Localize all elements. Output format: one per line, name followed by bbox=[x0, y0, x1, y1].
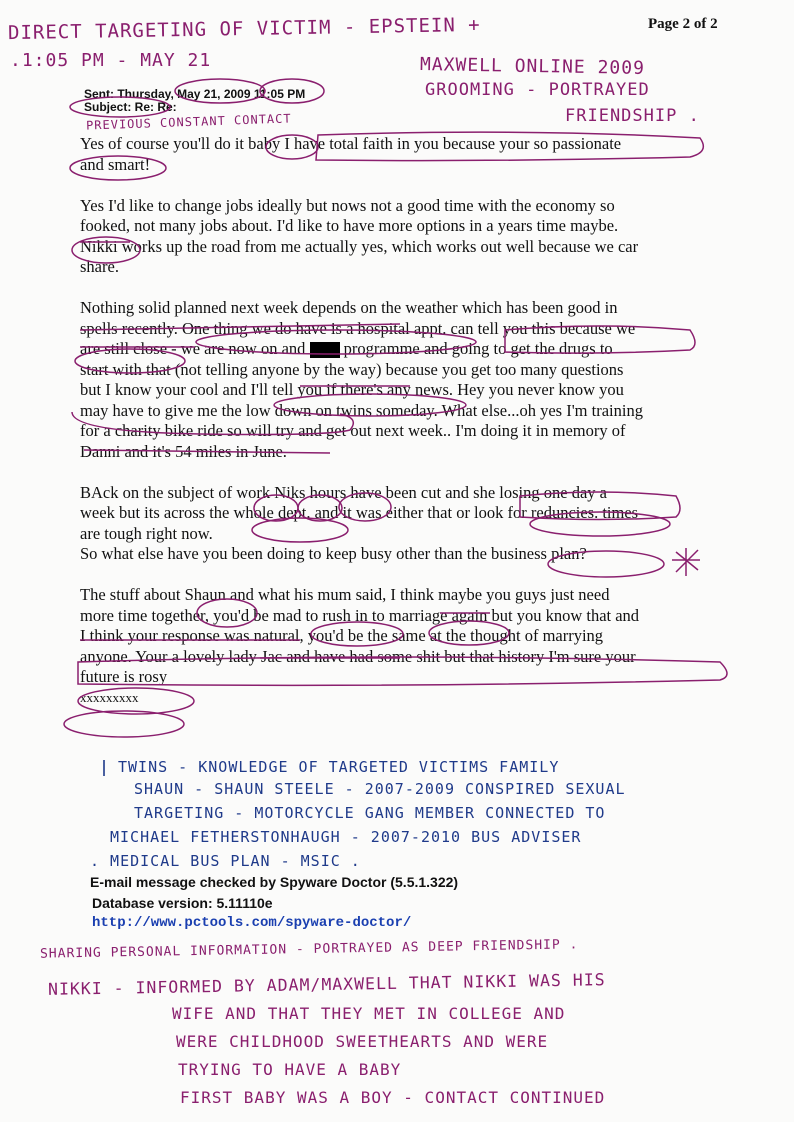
note-sharing: SHARING PERSONAL INFORMATION - PORTRAYED AS DEEP FRIENDSHIP . bbox=[39, 937, 579, 962]
body-line: fooked, not many jobs about. I'd like to have more options in a years time maybe. bbox=[80, 216, 619, 235]
body-line: Yes I'd like to change jobs ideally but nows not a good time with the economy so bbox=[80, 195, 615, 215]
body-line: week but its across the whole dept. and it was either that or look for reduncies. times bbox=[80, 503, 639, 522]
body-line: xxxxxxxxx bbox=[80, 689, 139, 705]
footer-spyware-check: E-mail message checked by Spyware Doctor (5.5.1.322) bbox=[90, 874, 459, 890]
footer-link[interactable]: http://www.pctools.com/spyware-doctor/ bbox=[92, 915, 412, 931]
star-mark bbox=[672, 548, 700, 576]
annotation-time-date: .1:05 PM - MAY 21 bbox=[10, 50, 212, 71]
note-wife: WIFE AND THAT THEY MET IN COLLEGE AND bbox=[172, 1004, 566, 1023]
annotation-grooming: GROOMING - PORTRAYED bbox=[425, 80, 650, 100]
body-line bbox=[80, 278, 643, 299]
body-line bbox=[80, 175, 643, 196]
body-line: I think your response was natural, you'd be the same at the thought of marrying bbox=[80, 626, 604, 645]
body-line: The stuff about Shaun and what his mum said, I think maybe you guys just need bbox=[80, 585, 610, 604]
body-line: more time together, you'd be mad to rush in to marriage again but you know that and bbox=[80, 605, 640, 625]
body-line: future is rosy bbox=[80, 667, 168, 686]
annotation-previous-contact: PREVIOUS CONSTANT CONTACT bbox=[85, 111, 292, 133]
page-number: Page 2 of 2 bbox=[648, 16, 718, 32]
body-line: but I know your cool and I'll tell you if there's any news. Hey you never know you bbox=[80, 380, 624, 399]
note-targeting: TARGETING - MOTORCYCLE GANG MEMBER CONNECTED TO bbox=[134, 804, 606, 822]
note-medical: . MEDICAL BUS PLAN - MSIC . bbox=[90, 852, 361, 870]
body-line: Yes of course you'll do it baby I have total faith in you because your so passionate bbox=[80, 134, 622, 153]
circle-kisses bbox=[64, 711, 184, 737]
redaction-box bbox=[310, 342, 340, 358]
body-line: are tough right now. bbox=[80, 523, 213, 543]
body-line: share. bbox=[80, 257, 119, 276]
annotation-maxwell-online: MAXWELL ONLINE 2009 bbox=[419, 54, 646, 79]
annotation-direct-targeting: DIRECT TARGETING OF VICTIM - EPSTEIN + bbox=[7, 13, 481, 45]
note-shaun: SHAUN - SHAUN STEELE - 2007-2009 CONSPIRED SEXUAL bbox=[134, 780, 626, 798]
note-michael: MICHAEL FETHERSTONHAUGH - 2007-2010 BUS ADVISER bbox=[110, 828, 582, 846]
note-nikki: NIKKI - INFORMED BY ADAM/MAXWELL THAT NIKKI WAS HIS bbox=[47, 970, 606, 999]
body-line: spells recently. One thing we do have is a hospital appt. can tell you this because we bbox=[80, 318, 636, 338]
footer-database-version: Database version: 5.11110e bbox=[92, 895, 273, 911]
body-line: start with that (not telling anyone by the way) because you get too many questions bbox=[80, 359, 624, 379]
email-sent-line: Sent: Thursday, May 21, 2009 11:05 PM bbox=[84, 87, 306, 101]
body-line: and smart! bbox=[80, 154, 151, 174]
body-line: BAck on the subject of work Niks hours have been cut and she losing one day a bbox=[80, 482, 607, 502]
body-line: So what else have you been doing to keep busy other than the business plan? bbox=[80, 544, 587, 563]
body-line bbox=[80, 565, 643, 586]
body-line: Nothing solid planned next week depends on the weather which has been good in bbox=[80, 298, 618, 317]
body-line: may have to give me the low down on twins someday. What else...oh yes I'm training bbox=[80, 400, 643, 420]
note-first-baby: FIRST BABY WAS A BOY - CONTACT CONTINUED bbox=[180, 1088, 606, 1107]
note-childhood: WERE CHILDHOOD SWEETHEARTS AND WERE bbox=[176, 1032, 549, 1051]
annotation-friendship: FRIENDSHIP . bbox=[565, 106, 700, 126]
body-line-redacted: are still close - we are now on and programme and going to get the drugs to bbox=[80, 339, 613, 358]
note-baby: TRYING TO HAVE A BABY bbox=[178, 1060, 402, 1079]
body-line: Nikki works up the road from me actually yes, which works out well because we car bbox=[80, 236, 639, 256]
body-line bbox=[80, 462, 643, 483]
email-body bbox=[80, 134, 643, 708]
note-twins: TWINS - KNOWLEDGE OF TARGETED VICTIMS FAMILY bbox=[118, 758, 560, 776]
email-subject-line: Subject: Re: Re: bbox=[84, 100, 177, 114]
body-line: anyone. Your a lovely lady Jac and have had some shit but that history I'm sure your bbox=[80, 646, 636, 666]
body-line: Danni and it's 54 miles in June. bbox=[80, 441, 287, 461]
body-line: for a charity bike ride so will try and get out next week.. I'm doing it in memory of bbox=[80, 421, 626, 440]
